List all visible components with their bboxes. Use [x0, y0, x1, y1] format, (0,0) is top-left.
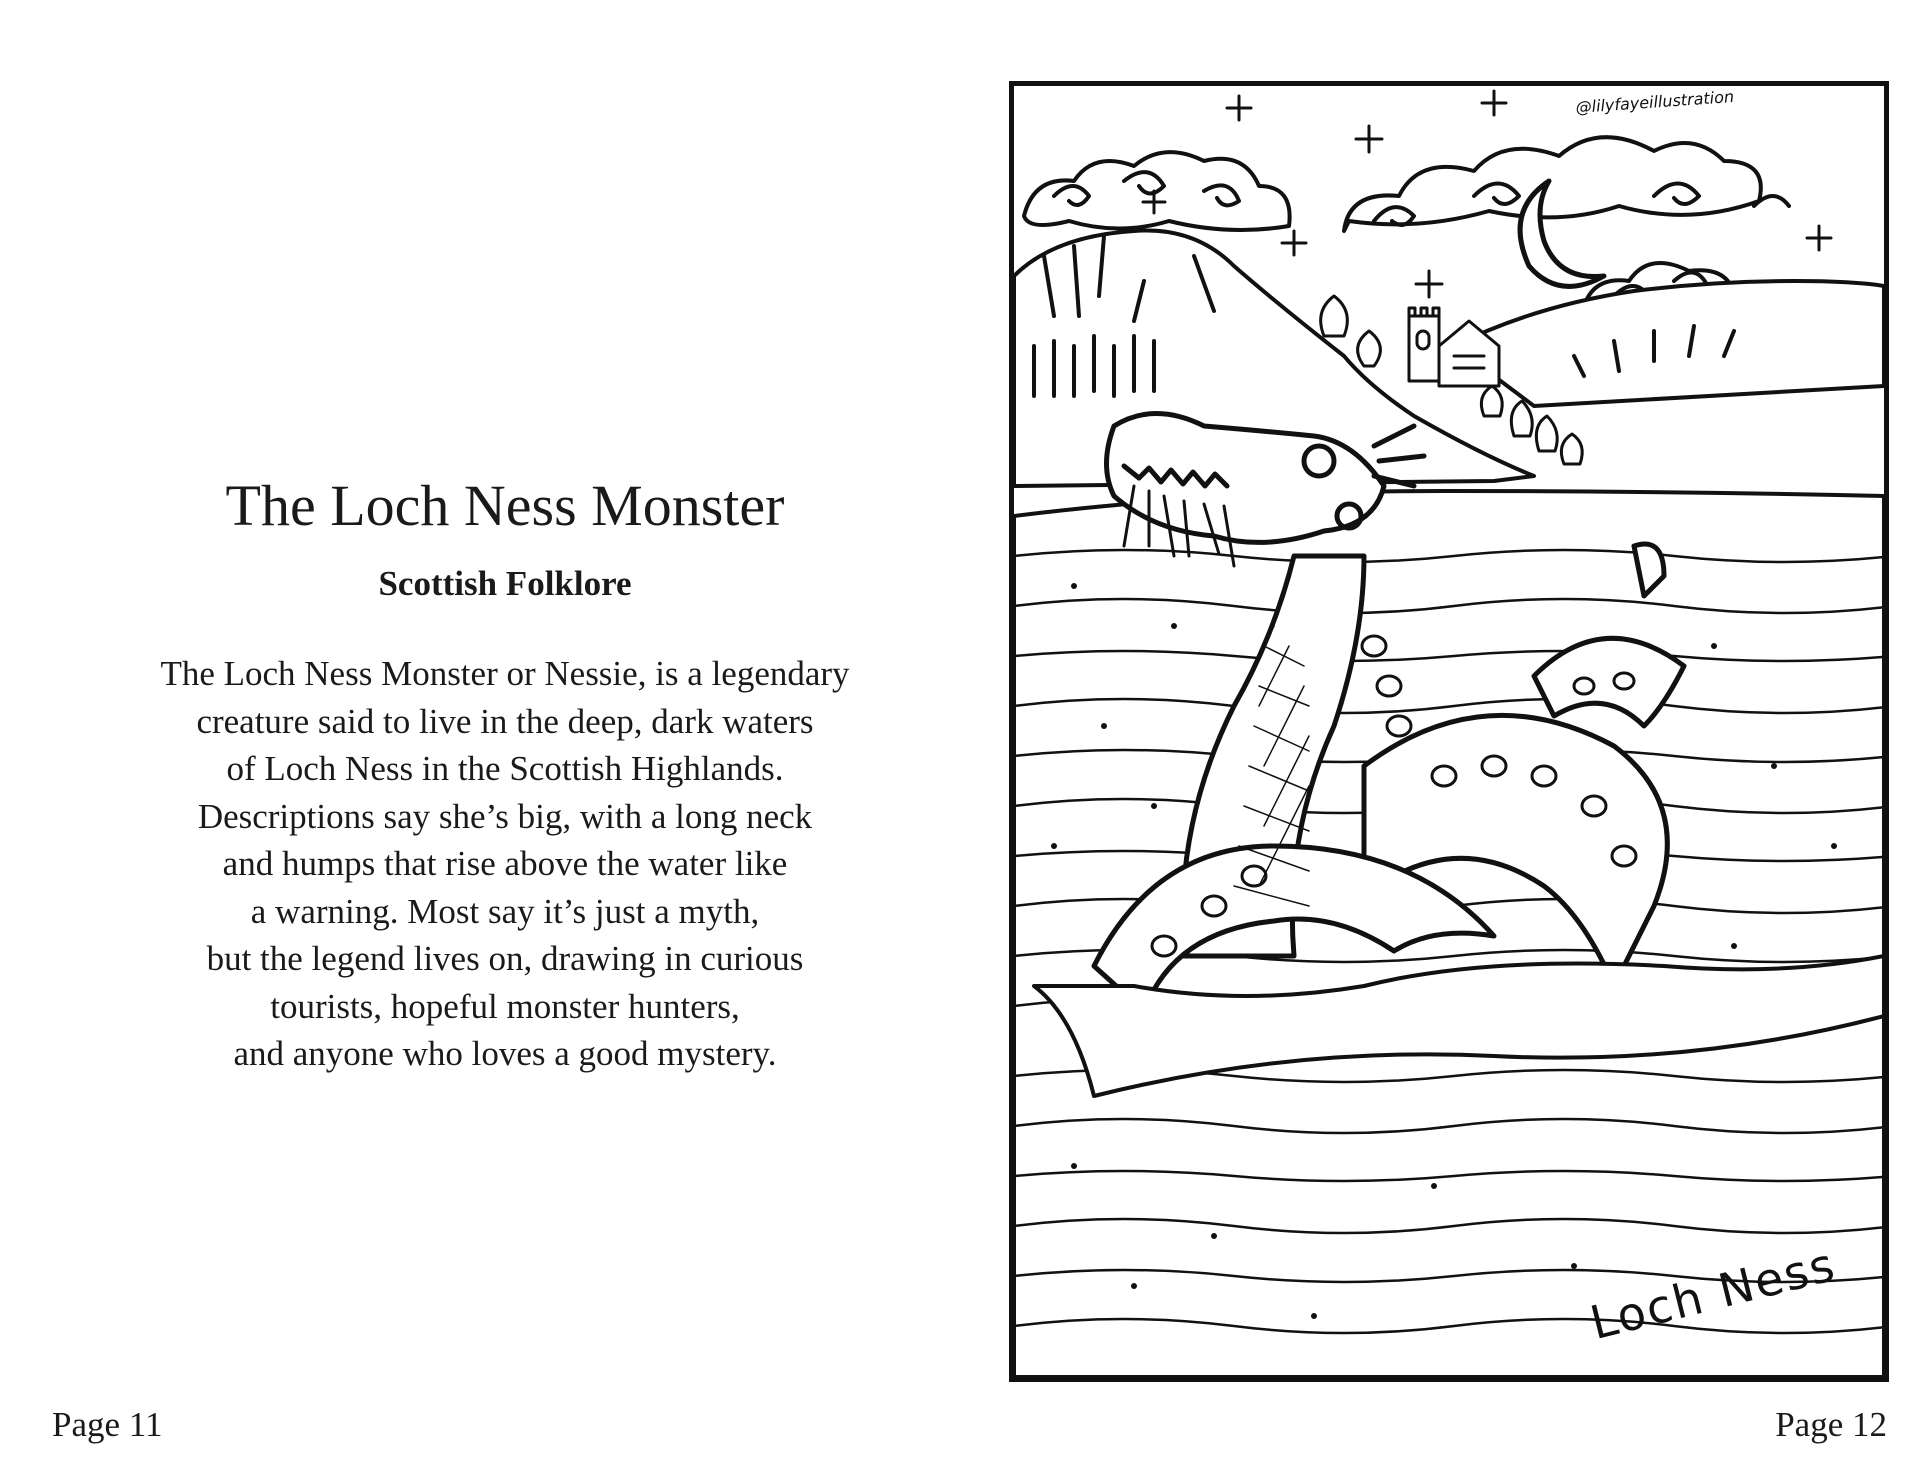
story-line: but the legend lives on, drawing in curious — [206, 939, 804, 978]
page-subtitle: Scottish Folklore — [378, 564, 632, 603]
story-line: The Loch Ness Monster or Nessie, is a legendary — [160, 654, 850, 693]
story-line: tourists, hopeful monster hunters, — [270, 986, 740, 1026]
story-line: of Loch Ness in the Scottish Highlands. — [226, 749, 784, 788]
story-line: Descriptions say she’s big, with a long neck — [197, 796, 813, 836]
page-number-right: Page 12 — [1775, 1405, 1887, 1444]
story-line: creature said to live in the deep, dark waters — [196, 701, 814, 741]
story-paragraph — [120, 650, 890, 1078]
story-line: a warning. Most say it’s just a myth, — [250, 891, 760, 931]
castle-icon — [1409, 308, 1499, 386]
cloud-left — [1024, 152, 1290, 230]
story-line: and anyone who loves a good mystery. — [233, 1034, 777, 1073]
page-number-left: Page 11 — [52, 1405, 163, 1444]
story-line: and humps that rise above the water like — [222, 844, 788, 883]
page-title: The Loch Ness Monster — [225, 473, 785, 538]
illustrator-credit: @lilyfayeillustration — [1575, 86, 1735, 117]
illustration-frame — [1009, 81, 1889, 1382]
cloud-right — [1344, 137, 1789, 231]
loch-ness-illustration — [1014, 86, 1884, 1377]
illustration-caption: Loch Ness — [1584, 1236, 1842, 1350]
